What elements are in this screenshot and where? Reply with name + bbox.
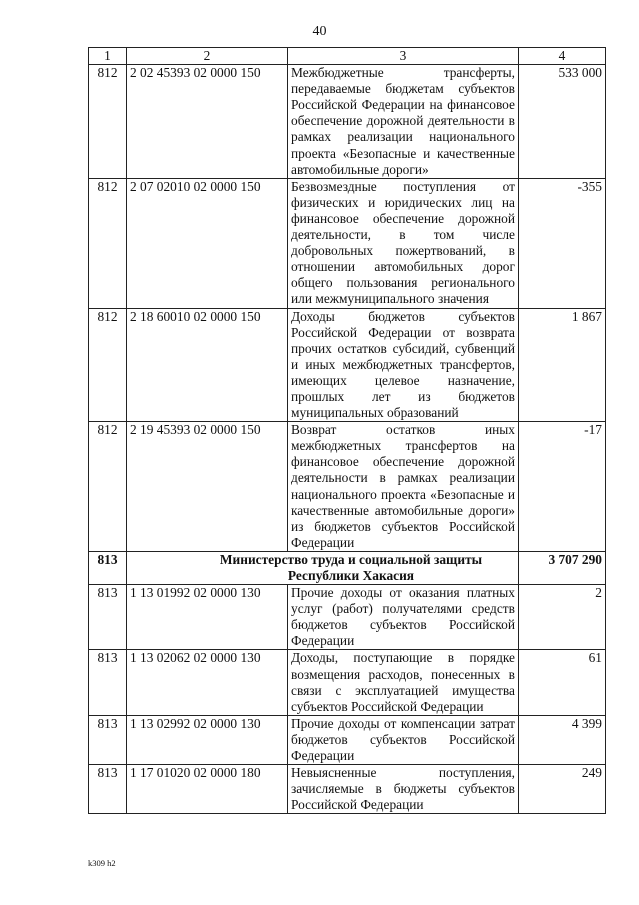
amount: 2 bbox=[519, 585, 606, 650]
table-row bbox=[89, 585, 606, 650]
income-description: Прочие доходы от оказания платных услуг (работ) получателями средств бюджетов субъектов Российской Федерации bbox=[288, 585, 519, 650]
budget-code: 2 02 45393 02 0000 150 bbox=[127, 65, 288, 179]
table-row bbox=[89, 178, 606, 308]
header-col-4: 4 bbox=[519, 48, 606, 65]
header-col-1: 1 bbox=[89, 48, 127, 65]
footer-code: k309 h2 bbox=[88, 858, 116, 868]
ministry-total: 3 707 290 bbox=[519, 551, 606, 584]
ministry-code: 813 bbox=[89, 551, 127, 584]
page-number: 40 bbox=[312, 24, 327, 39]
budget-code: 1 13 01992 02 0000 130 bbox=[127, 585, 288, 650]
table-row bbox=[89, 422, 606, 552]
budget-code: 2 19 45393 02 0000 150 bbox=[127, 422, 288, 552]
budget-code: 1 13 02062 02 0000 130 bbox=[127, 650, 288, 715]
income-description: Возврат остатков иных межбюджетных трансфертов на финансовое обеспечение дорожной деятельности в рамках реализации национального проекта «Безопасные и качественные автомобильные дороги» из бюджетов субъектов Российской Федерации bbox=[288, 422, 519, 552]
table-row bbox=[89, 715, 606, 764]
budget-code: 2 07 02010 02 0000 150 bbox=[127, 178, 288, 308]
admin-code: 813 bbox=[89, 650, 127, 715]
admin-code: 813 bbox=[89, 585, 127, 650]
amount: 4 399 bbox=[519, 715, 606, 764]
admin-code: 812 bbox=[89, 65, 127, 179]
admin-code: 812 bbox=[89, 308, 127, 422]
admin-code: 813 bbox=[89, 765, 127, 814]
income-description: Доходы бюджетов субъектов Российской Федерации от возврата прочих остатков субсидий, субвенций и иных межбюджетных трансфертов, имеющих целевое назначение, прошлых лет из бюджетов муниципальных образований bbox=[288, 308, 519, 422]
ministry-row bbox=[89, 551, 606, 584]
table-header-row bbox=[89, 48, 606, 65]
amount: 1 867 bbox=[519, 308, 606, 422]
header-col-2: 2 bbox=[127, 48, 288, 65]
income-description: Доходы, поступающие в порядке возмещения расходов, понесенных в связи с эксплуатацией имущества субъектов Российской Федерации bbox=[288, 650, 519, 715]
income-description: Прочие доходы от компенсации затрат бюджетов субъектов Российской Федерации bbox=[288, 715, 519, 764]
ministry-name: Министерство труда и социальной защиты Республики Хакасия bbox=[127, 551, 519, 584]
budget-code: 1 13 02992 02 0000 130 bbox=[127, 715, 288, 764]
table-row bbox=[89, 308, 606, 422]
table-row bbox=[89, 65, 606, 179]
amount: 61 bbox=[519, 650, 606, 715]
income-description: Невыясненные поступления, зачисляемые в бюджеты субъектов Российской Федерации bbox=[288, 765, 519, 814]
admin-code: 812 bbox=[89, 178, 127, 308]
income-description: Безвозмездные поступления от физических и юридических лиц на финансовое обеспечение дорожной деятельности, в том числе добровольных пожертвований, в отношении автомобильных дорог общего пользования регионального или межмуниципального значения bbox=[288, 178, 519, 308]
table-row bbox=[89, 650, 606, 715]
admin-code: 812 bbox=[89, 422, 127, 552]
amount: -355 bbox=[519, 178, 606, 308]
admin-code: 813 bbox=[89, 715, 127, 764]
budget-code: 1 17 01020 02 0000 180 bbox=[127, 765, 288, 814]
header-col-3: 3 bbox=[288, 48, 519, 65]
table-row bbox=[89, 765, 606, 814]
amount: 533 000 bbox=[519, 65, 606, 179]
amount: -17 bbox=[519, 422, 606, 552]
budget-table bbox=[88, 47, 606, 814]
income-description: Межбюджетные трансферты, передаваемые бюджетам субъектов Российской Федерации на финансовое обеспечение дорожной деятельности в рамках реализации национального проекта «Безопасные и качественные автомобильные дороги» bbox=[288, 65, 519, 179]
budget-code: 2 18 60010 02 0000 150 bbox=[127, 308, 288, 422]
amount: 249 bbox=[519, 765, 606, 814]
